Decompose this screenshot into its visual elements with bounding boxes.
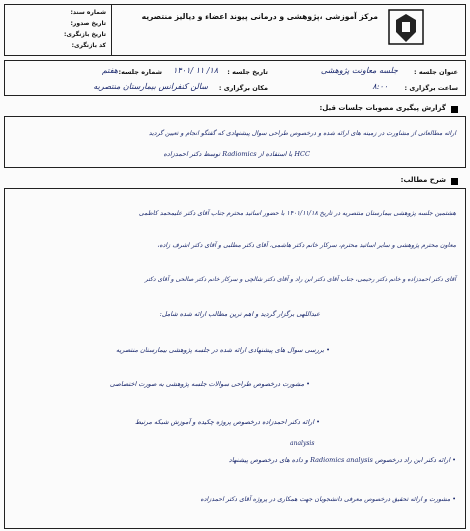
meta-review-date-label: تاریخ بازنگری: [64,31,106,38]
center-title: مرکز آموزشی ،پژوهشی و درمانی پیوند اعضاء و دیالیز منتصریه [141,12,378,21]
description-bullet-icon [451,178,458,185]
description-line-5: • بررسی سوال های پیشنهادی ارائه شده در جلسه پژوهشی بیمارستان منتصریه [116,346,330,354]
meta-issue-date-label: تاریخ صدور: [70,20,106,27]
description-line-1: هشتمین جلسه پژوهشی بیمارستان منتصریه در تاریخ ۱۴۰۱/۱۱/۱۸ با حضور اساتید محترم جناب آقای دکتر علیمحمد کاظمی [138,210,456,217]
description-line-9: • مشورت و ارائه تحقیق درخصوص معرفی دانشجویان جهت همکاری در پروژه آقای دکتر احمدزاده [200,496,456,503]
description-line-7: • ارائه دکتر احمدزاده درخصوص پروژه چکیده و آموزش شبکه مرتبط [134,418,320,426]
meta-review-code-label: کد بازنگری: [71,42,106,49]
time-label: ساعت برگزاری : [404,84,458,92]
number-value: هفتم [101,66,118,75]
date-value: ۱۴۰۱/ ۱۱ /۱۸ [173,66,218,75]
followup-box [4,116,466,168]
time-value: ۸:۰۰ [372,82,388,91]
number-label: شماره جلسه: [118,68,162,76]
description-line-3: آقای دکتر احمدزاده و خانم دکتر رحیمی، جناب آقای دکتر ابن راد و آقای دکتر شالچی و سرکار خانم دکتر صالحی و آقای دکتر [144,276,456,283]
followup-line-1: ارائه مطالعاتی از مشاورت در زمینه های ارائه شده و درخصوص طراحی سوال پیشنهادی که گفتگو انجام و تعیین گردید [148,130,456,137]
meta-document-number-label: شماره سند: [70,9,106,16]
subject-value: جلسه معاونت پژوهشی [320,66,398,75]
description-annotation: analysis [290,440,315,447]
followup-title: گزارش پیگیری مصوبات جلسات قبل: [319,104,446,112]
place-label: مکان برگزاری : [218,84,268,92]
followup-bullet-icon [451,106,458,113]
description-line-6: • مشورت درخصوص طراحی سوالات جلسه پژوهشی به صورت اختصاصی [109,380,310,388]
description-box [4,188,466,529]
description-line-4: عبداللهی برگزار گردید و اهم ترین مطالب ارائه شده شامل: [159,310,320,318]
subject-label: عنوان جلسه : [414,68,458,76]
description-title: شرح مطالب: [400,176,446,184]
description-line-8: • ارائه دکتر ابن راد درخصوص Radiomics analysis و داده های درخصوص پیشنهاد [228,456,456,464]
description-line-2: معاون محترم پژوهشی و سایر اساتید محترم، سرکار خانم دکتر هاشمی، آقای دکتر مطلبی و آقای دکتر اشرف زاده، [157,242,456,249]
place-value: سالن کنفرانس بیمارستان منتصریه [93,82,208,91]
followup-line-2: HCC با استفاده از Radiomics توسط دکتر احمدزاده [163,150,310,158]
date-label: تاریخ جلسه : [227,68,268,76]
institution-logo-icon [387,8,425,46]
